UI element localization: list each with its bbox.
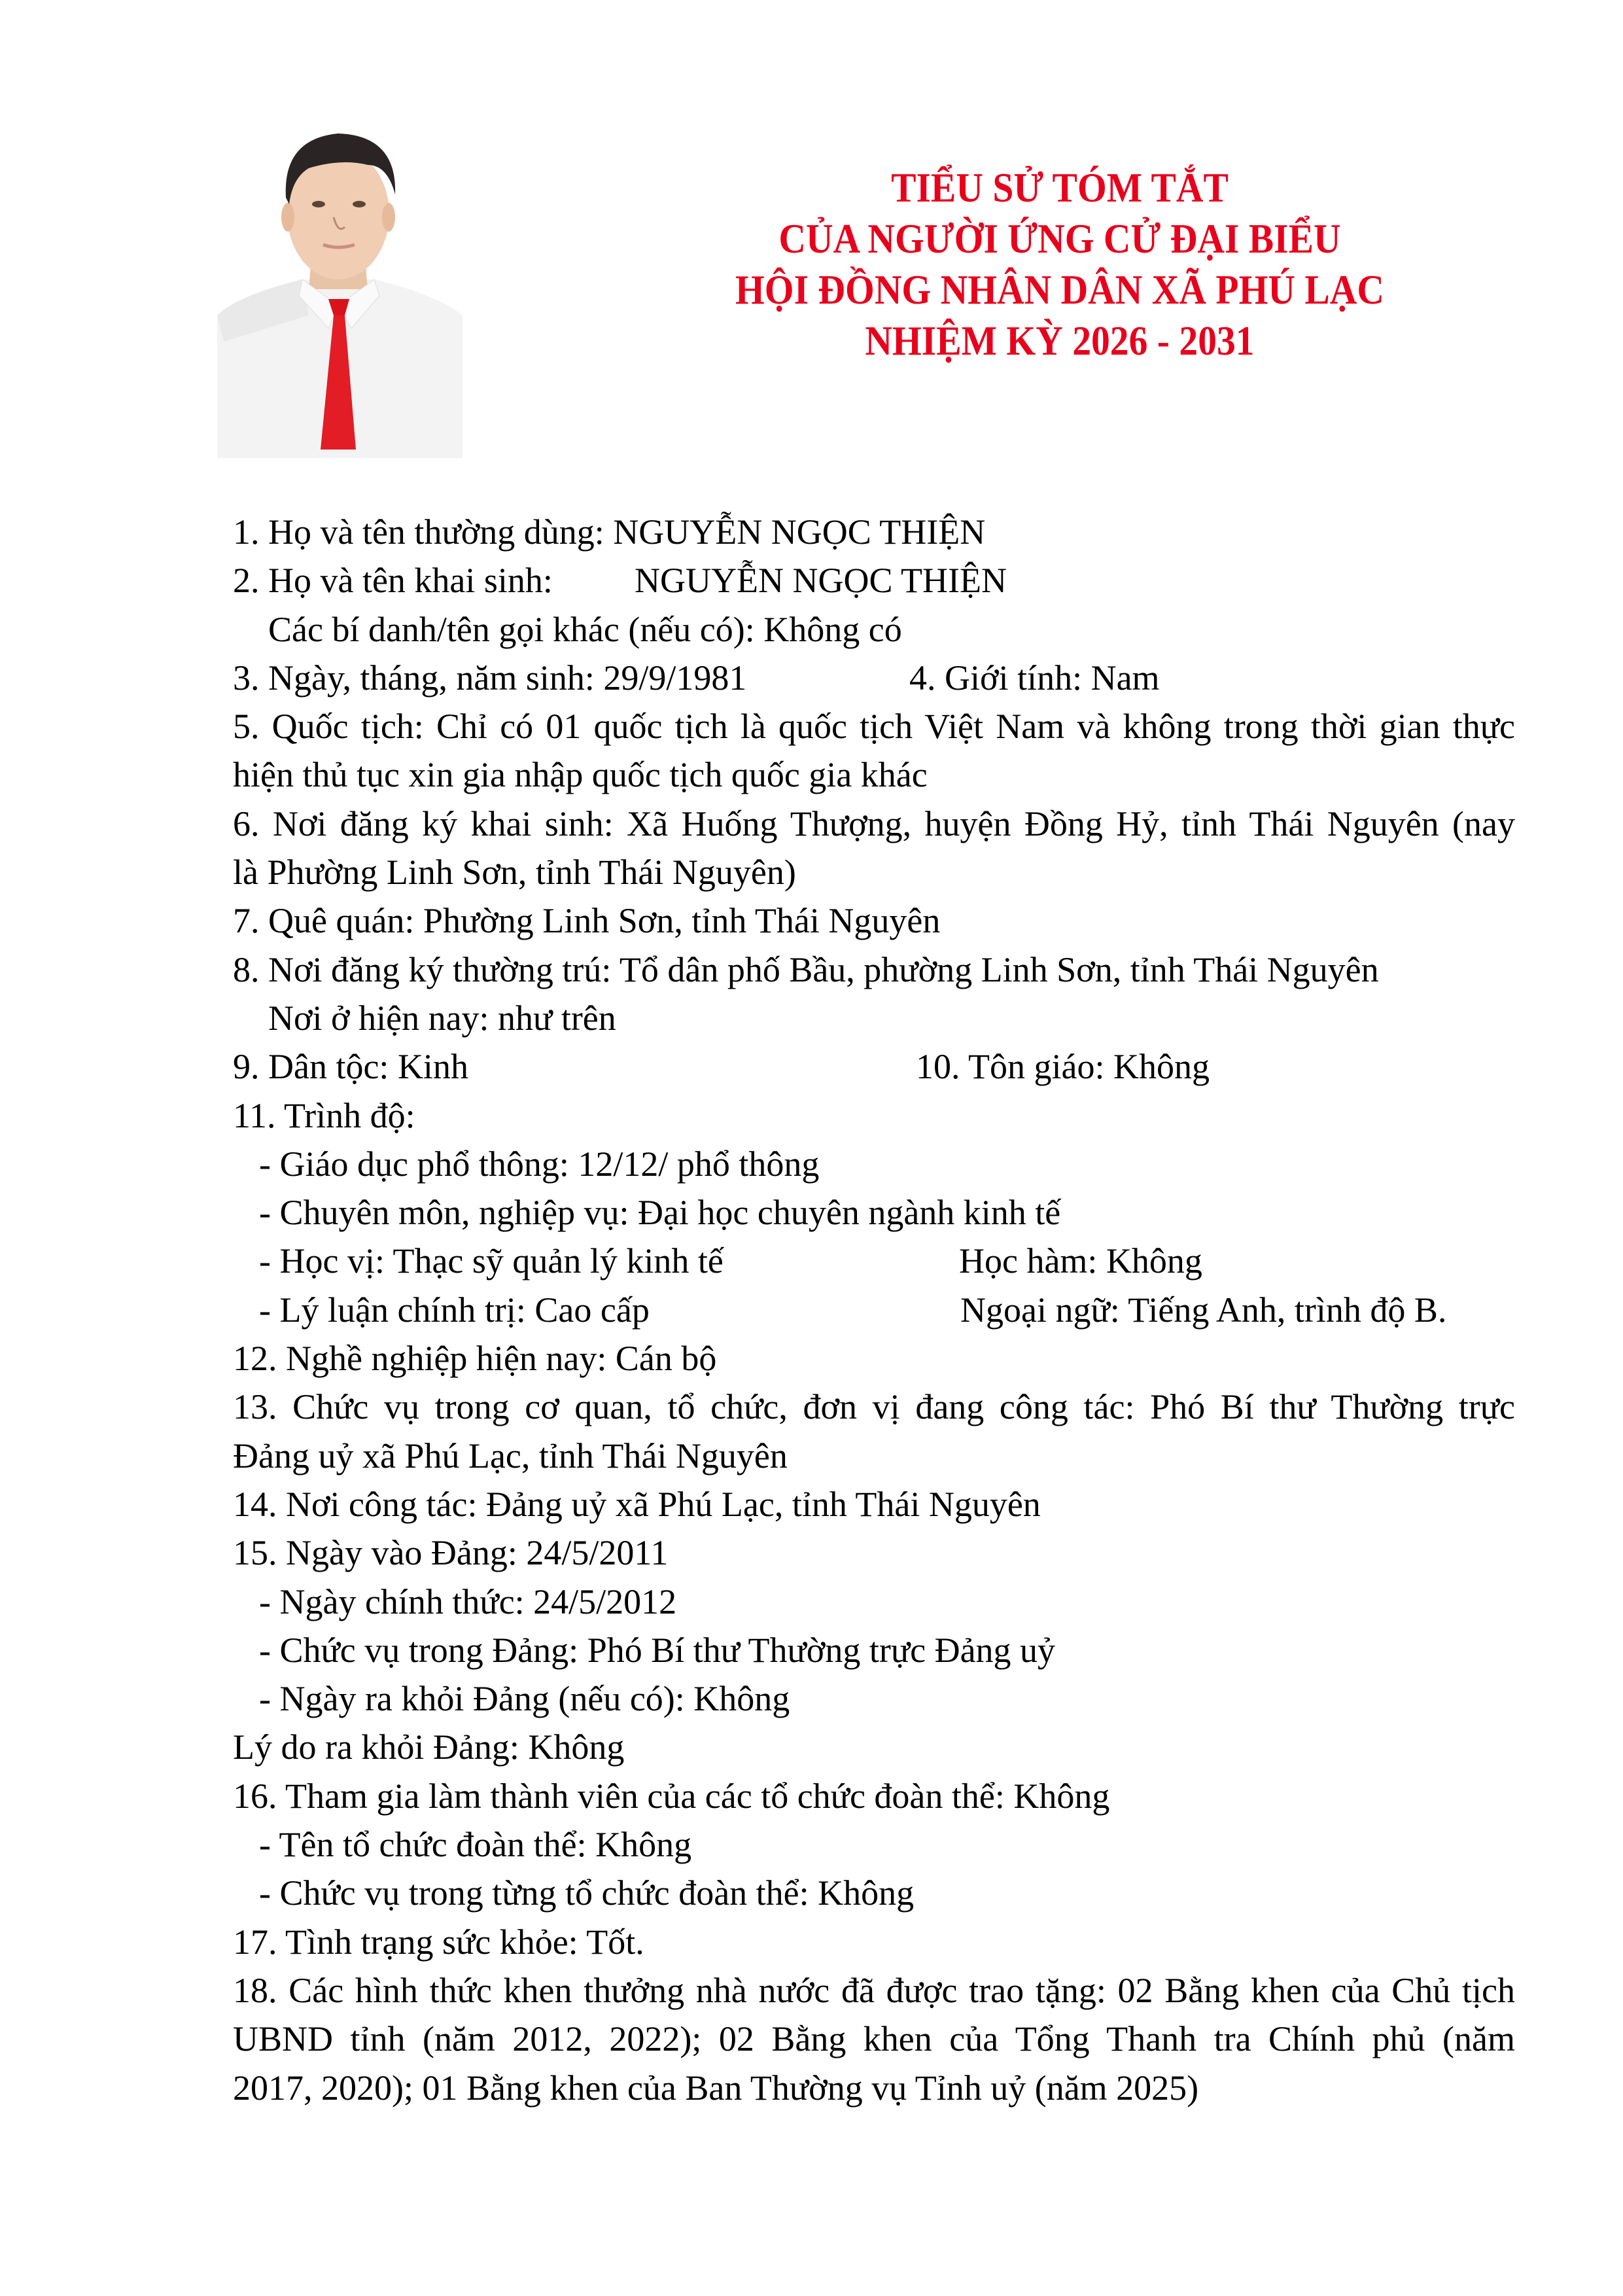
title-line-1: TIỂU SỬ TÓM TẮT [891,164,1229,211]
title-line-3: HỘI ĐỒNG NHÂN DÂN XÃ PHÚ LẠC [735,266,1384,313]
item-awards-line3: 2017, 2020); 01 Bằng khen của Ban Thường vụ Tỉnh uỷ (năm 2025) [233,2068,1199,2108]
item-specialty: - Chuyên môn, nghiệp vụ: Đại học chuyên ngành kinh tế [259,1193,1061,1233]
item-ethnicity-religion [233,1042,1515,1091]
item-general-education: - Giáo dục phổ thông: 12/12/ phổ thông [259,1144,820,1184]
item-hometown: 7. Quê quán: Phường Linh Sơn, tỉnh Thái Nguyên [233,901,941,941]
foreign-language: Ngoại ngữ: Tiếng Anh, trình độ B. [960,1290,1447,1330]
ethnicity: 9. Dân tộc: Kinh [233,1047,468,1087]
birth-name-value: NGUYỄN NGỌC THIỆN [635,561,1007,601]
item-health: 17. Tình trạng sức khỏe: Tốt. [233,1922,644,1962]
item-awards-line1: 18. Các hình thức khen thưởng nhà nước đã được trao tặng: 02 Bằng khen của Chủ tịch [233,1970,1515,2010]
item-workplace: 14. Nơi công tác: Đảng uỷ xã Phú Lạc, tỉnh Thái Nguyên [233,1484,1041,1524]
item-party-leave-reason: Lý do ra khỏi Đảng: Không [233,1727,625,1767]
item-awards-line2: UBND tỉnh (năm 2012, 2022); 02 Bằng khen của Tổng Thanh tra Chính phủ (năm [233,2019,1515,2059]
religion: 10. Tôn giáo: Không [916,1047,1210,1087]
item-occupation: 12. Nghề nghiệp hiện nay: Cán bộ [233,1339,717,1379]
item-dob-gender [233,654,1515,702]
item-party-join-date: 15. Ngày vào Đảng: 24/5/2011 [233,1533,669,1573]
item-birth-name [233,556,1515,605]
item-nationality-line2: hiện thủ tục xin gia nhập quốc tịch quốc gia khác [233,755,928,795]
item-birthplace-line1: 6. Nơi đăng ký khai sinh: Xã Huống Thượng, huyện Đồng Hỷ, tỉnh Thái Nguyên (nay [233,804,1515,843]
portrait-image [211,119,466,458]
gender: 4. Giới tính: Nam [909,658,1160,698]
item-birthplace-line2: là Phường Linh Sơn, tỉnh Thái Nguyên) [233,853,796,892]
item-degree-row [233,1237,1515,1285]
item-political-language-row [233,1286,1515,1334]
item-position-line2: Đảng uỷ xã Phú Lạc, tỉnh Thái Nguyên [233,1436,788,1475]
item-aliases: Các bí danh/tên gọi khác (nếu có): Không có [268,609,902,649]
item-common-name: 1. Họ và tên thường dùng: NGUYỄN NGỌC THIỆN [233,512,986,552]
birth-name-label: 2. Họ và tên khai sinh: [233,561,553,601]
item-organizations: 16. Tham gia làm thành viên của các tổ chức đoàn thể: Không [233,1776,1110,1816]
item-party-leave-date: - Ngày ra khỏi Đảng (nếu có): Không [259,1679,790,1719]
document-title [659,162,1460,366]
item-organization-position: - Chức vụ trong từng tổ chức đoàn thể: Không [259,1873,915,1913]
biography-content [233,508,1515,2112]
item-organization-name: - Tên tổ chức đoàn thể: Không [259,1825,692,1865]
academic-title: Học hàm: Không [959,1241,1202,1281]
item-education-heading: 11. Trình độ: [233,1095,415,1135]
academic-degree: - Học vị: Thạc sỹ quản lý kinh tế [259,1241,724,1281]
item-position-line1: 13. Chức vụ trong cơ quan, tổ chức, đơn vị đang công tác: Phó Bí thư Thường trực [233,1387,1515,1427]
candidate-portrait-photo [211,119,466,458]
title-line-2: CỦA NGƯỜI ỨNG CỬ ĐẠI BIỂU [778,215,1341,262]
item-party-position: - Chức vụ trong Đảng: Phó Bí thư Thường trực Đảng uỷ [259,1630,1056,1670]
date-of-birth: 3. Ngày, tháng, năm sinh: 29/9/1981 [233,658,747,698]
item-permanent-residence: 8. Nơi đăng ký thường trú: Tổ dân phố Bầu, phường Linh Sơn, tỉnh Thái Nguyên [233,949,1379,989]
item-party-official-date: - Ngày chính thức: 24/5/2012 [259,1581,677,1621]
title-line-4: NHIỆM KỲ 2026 - 2031 [865,317,1255,364]
item-current-residence: Nơi ở hiện nay: như trên [268,998,616,1038]
political-theory: - Lý luận chính trị: Cao cấp [259,1290,650,1330]
item-nationality-line1: 5. Quốc tịch: Chỉ có 01 quốc tịch là quốc tịch Việt Nam và không trong thời gian thực [233,707,1515,747]
